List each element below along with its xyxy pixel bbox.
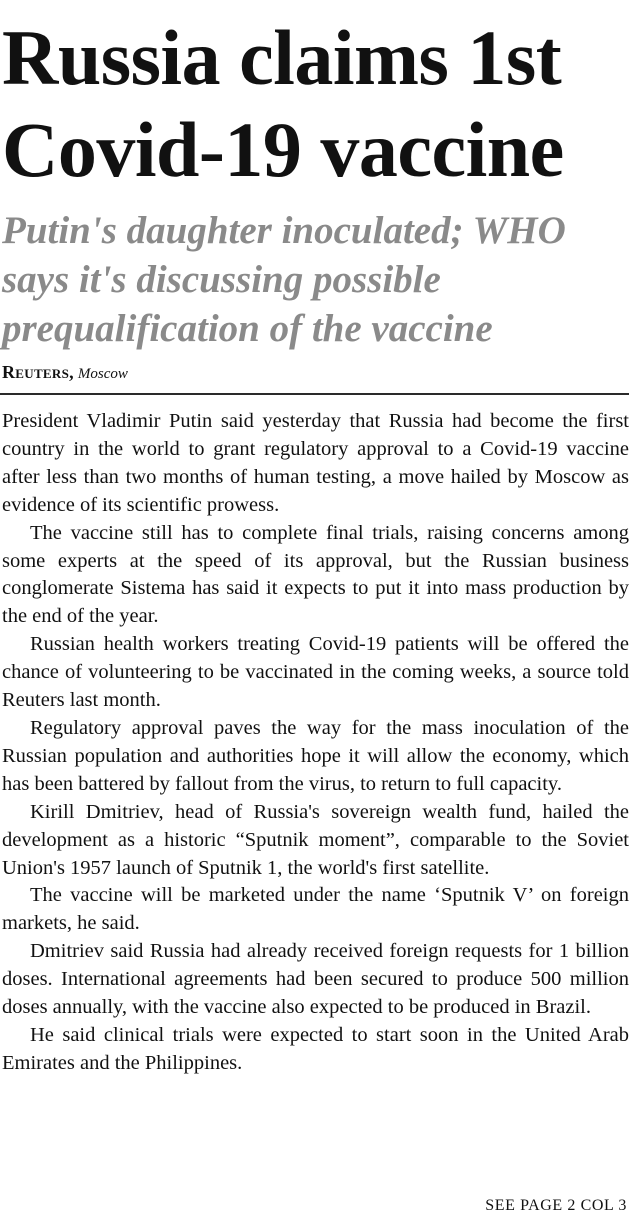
paragraph: President Vladimir Putin said yesterday that Russia had become the first country in the world to grant regulatory approval to a Covid-19 vaccine after less than two months of human testing, a move hailed by Moscow as evidence of its scientific prowess. xyxy=(2,410,629,516)
continuation-jump: SEE PAGE 2 COL 3 xyxy=(485,1197,627,1214)
byline-divider xyxy=(0,393,629,395)
paragraph: Regulatory approval paves the way for the mass inoculation of the Russian population and authorities hope it will allow the economy, which has been battered by fallout from the virus, to return to full capacity. xyxy=(2,716,629,795)
subheadline: Putin's daughter inoculated; WHO says it's discussing possible prequalification of the vaccine xyxy=(2,209,566,350)
paragraph: Russian health workers treating Covid-19 patients will be offered the chance of volunteering to be vaccinated in the coming weeks, a source told Reuters last month. xyxy=(2,633,629,712)
paragraph: He said clinical trials were expected to start soon in the United Arab Emirates and the Philippines. xyxy=(2,1023,629,1074)
paragraph: Kirill Dmitriev, head of Russia's sovereign wealth fund, hailed the development as a historic “Sputnik moment”, comparable to the Soviet Union's 1957 launch of Sputnik 1, the world's first satellite. xyxy=(2,800,629,879)
byline xyxy=(2,361,128,385)
paragraph: Dmitriev said Russia had already received foreign requests for 1 billion doses. International agreements had been secured to produce 500 million doses annually, with the vaccine also expected to be produced in Brazil. xyxy=(2,940,629,1019)
paragraph: The vaccine will be marketed under the name ‘Sputnik V’ on foreign markets, he said. xyxy=(2,884,629,935)
byline-location: Moscow xyxy=(77,366,128,382)
byline-agency: Reuters, xyxy=(2,362,74,382)
paragraph: The vaccine still has to complete final trials, raising concerns among some experts at the speed of its approval, but the Russian business conglomerate Sistema has said it expects to put it into mass production by the end of the year. xyxy=(2,521,629,628)
headline: Russia claims 1st Covid-19 vaccine xyxy=(2,14,564,193)
article-body xyxy=(2,408,629,1078)
